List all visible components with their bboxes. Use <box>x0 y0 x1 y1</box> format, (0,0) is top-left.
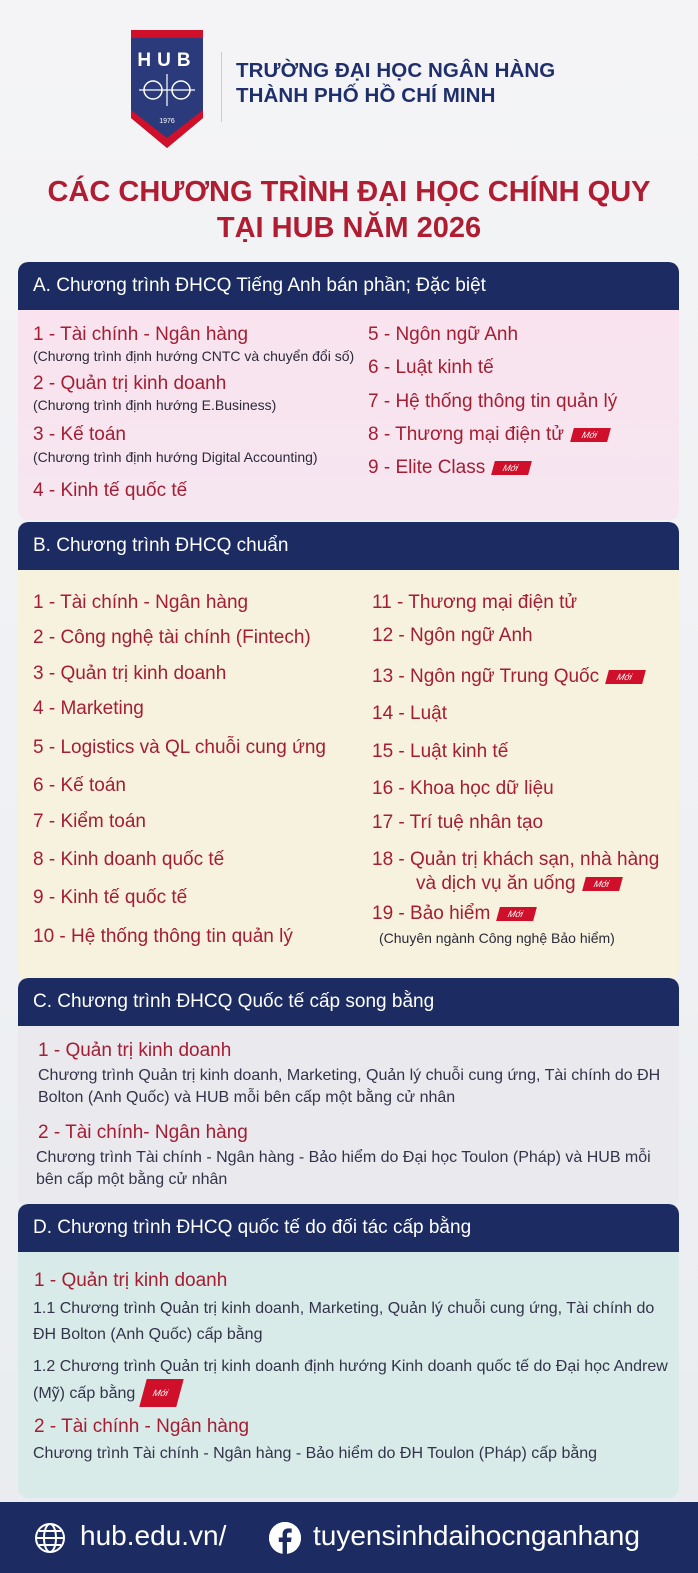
program-item: 15 - Luật kinh tế <box>372 741 509 762</box>
program-item <box>372 666 644 688</box>
program-item: 8 - Kinh doanh quốc tế <box>33 849 225 870</box>
program-item: 9 - Kinh tế quốc tế <box>33 887 188 908</box>
section-c-body <box>18 1026 679 1206</box>
section-c-title: C. Chương trình ĐHCQ Quốc tế cấp song bằng <box>18 978 679 1026</box>
new-badge: Mới <box>605 670 646 684</box>
program-description <box>33 1355 673 1407</box>
section-b-body <box>18 570 679 980</box>
page-title-line2: TẠI HUB NĂM 2026 <box>216 212 482 244</box>
program-note: (Chương trình định hướng Digital Accounting) <box>33 449 318 465</box>
program-item: 18 - Quản trị khách sạn, nhà hàng <box>372 849 660 870</box>
program-note: (Chuyên ngành Công nghệ Bảo hiểm) <box>379 930 615 946</box>
logo-year: 1976 <box>159 118 175 125</box>
header <box>0 0 698 160</box>
program-name: 9 - Elite Class <box>368 457 486 478</box>
program-description: 1.1 Chương trình Quản trị kinh doanh, Marketing, Quản lý chuỗi cung ứng, Tài chính do ĐH Bolton (Anh Quốc) cấp bằng <box>33 1300 655 1343</box>
program-description: Chương trình Tài chính - Ngân hàng - Bảo hiểm do Đại học Toulon (Pháp) và HUB mỗi bên cấp một bằng cử nhân <box>36 1149 651 1188</box>
program-item: 4 - Marketing <box>33 698 144 719</box>
program-item-line2 <box>416 873 620 895</box>
school-name-line2: THÀNH PHỐ HỒ CHÍ MINH <box>236 84 496 107</box>
footer <box>0 1502 698 1573</box>
program-item <box>372 903 535 925</box>
facebook-icon <box>269 1522 301 1554</box>
program-item: 16 - Khoa học dữ liệu <box>372 778 554 799</box>
program-item: 5 - Logistics và QL chuỗi cung ứng <box>33 737 326 758</box>
page-title-line1: CÁC CHƯƠNG TRÌNH ĐẠI HỌC CHÍNH QUY <box>47 176 651 208</box>
program-item: 1 - Tài chính - Ngân hàng <box>33 324 249 345</box>
program-item: 6 - Luật kinh tế <box>368 357 494 378</box>
program-name-line2: và dịch vụ ăn uống <box>416 873 576 894</box>
section-b-title: B. Chương trình ĐHCQ chuẩn <box>18 522 679 570</box>
section-a-body <box>18 310 679 520</box>
program-description: Chương trình Quản trị kinh doanh, Marketing, Quản lý chuỗi cung ứng, Tài chính do ĐH Bolton (Anh Quốc) và HUB mỗi bên cấp một bằng cử nhân <box>38 1067 661 1106</box>
school-name-line1: TRƯỜNG ĐẠI HỌC NGÂN HÀNG <box>236 59 556 82</box>
section-d-title: D. Chương trình ĐHCQ quốc tế do đối tác cấp bằng <box>18 1204 679 1252</box>
program-item: 1 - Tài chính - Ngân hàng <box>33 592 249 613</box>
program-description-text: 1.2 Chương trình Quản trị kinh doanh định hướng Kinh doanh quốc tế do Đại học Andrew (Mỹ) cấp bằng <box>33 1358 668 1402</box>
logo-letters: HUB <box>137 50 197 71</box>
program-item: 3 - Quản trị kinh doanh <box>33 663 227 684</box>
program-item: 7 - Kiểm toán <box>33 811 146 832</box>
section-a <box>18 262 679 520</box>
website-link[interactable]: hub.edu.vn/ <box>80 1520 227 1551</box>
globe-icon <box>34 1522 66 1554</box>
program-item: 3 - Kế toán <box>33 424 126 445</box>
program-item: 4 - Kinh tế quốc tế <box>33 480 188 501</box>
section-d <box>18 1204 679 1498</box>
program-description: Chương trình Tài chính - Ngân hàng - Bảo hiểm do ĐH Toulon (Pháp) cấp bằng <box>33 1445 598 1462</box>
program-item: 11 - Thương mại điện tử <box>372 592 578 613</box>
program-item: 12 - Ngôn ngữ Anh <box>372 625 533 646</box>
program-item: 2 - Tài chính- Ngân hàng <box>38 1122 248 1143</box>
program-item: 2 - Tài chính - Ngân hàng <box>34 1416 250 1437</box>
section-c <box>18 978 679 1206</box>
program-item: 2 - Công nghệ tài chính (Fintech) <box>33 627 311 648</box>
program-item: 1 - Quản trị kinh doanh <box>34 1270 228 1291</box>
new-badge: Mới <box>570 428 611 442</box>
hub-logo <box>131 30 203 148</box>
program-note: (Chương trình định hướng E.Business) <box>33 397 277 413</box>
new-badge: Mới <box>491 461 532 475</box>
program-item: 7 - Hệ thống thông tin quản lý <box>368 391 618 412</box>
section-d-body <box>18 1252 679 1498</box>
program-item: 10 - Hệ thống thông tin quản lý <box>33 926 293 947</box>
new-badge: Mới <box>496 907 537 921</box>
program-item: 17 - Trí tuệ nhân tạo <box>372 812 544 833</box>
section-b <box>18 522 679 980</box>
new-badge: Mới <box>140 1379 184 1407</box>
program-name: 8 - Thương mại điện tử <box>368 424 564 445</box>
program-item: 6 - Kế toán <box>33 775 126 796</box>
program-item: 5 - Ngôn ngữ Anh <box>368 324 519 345</box>
program-name: 13 - Ngôn ngữ Trung Quốc <box>372 666 600 687</box>
program-item: 2 - Quản trị kinh doanh <box>33 373 227 394</box>
section-a-title: A. Chương trình ĐHCQ Tiếng Anh bán phần; Đặc biệt <box>18 262 679 310</box>
facebook-link[interactable]: tuyensinhdaihocnganhang <box>313 1520 640 1551</box>
program-name: 19 - Bảo hiểm <box>372 903 491 924</box>
program-item: 14 - Luật <box>372 703 447 724</box>
logo-divider <box>221 52 222 122</box>
program-note: (Chương trình định hướng CNTC và chuyển đổi số) <box>33 348 355 364</box>
program-item: 1 - Quản trị kinh doanh <box>38 1040 232 1061</box>
page-title <box>0 174 698 246</box>
program-item <box>368 424 609 446</box>
program-item <box>368 457 530 479</box>
school-name <box>236 58 555 108</box>
new-badge: Mới <box>582 877 623 891</box>
